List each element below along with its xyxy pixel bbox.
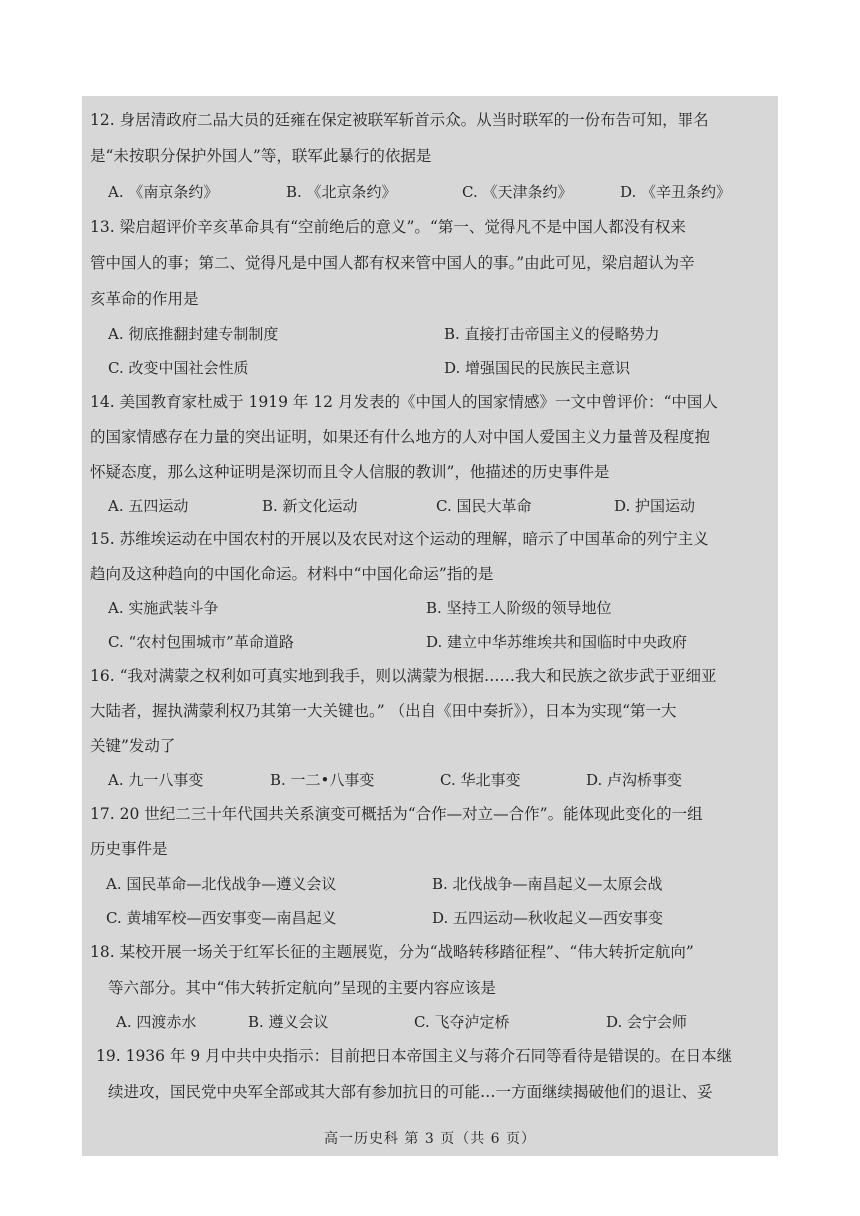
page-footer: 高一历史科 第 3 页（共 6 页） — [323, 1131, 537, 1147]
q13-option-b: B. 直接打击帝国主义的侵略势力 — [444, 325, 660, 343]
q18-option-b: B. 遵义会议 — [248, 1013, 329, 1031]
q18-stem-line-1: 18. 某校开展一场关于红军长征的主题展览，分为“战略转移踏征程”、“伟大转折定航向” — [90, 943, 694, 961]
q18-option-d: D. 会宁会师 — [606, 1013, 688, 1031]
exam-page — [82, 96, 778, 1156]
q13-option-a: A. 彻底推翻封建专制制度 — [108, 325, 279, 343]
q15-stem-line-1: 15. 苏维埃运动在中国农村的开展以及农民对这个运动的理解，暗示了中国革命的列宁主义 — [90, 530, 709, 548]
q13-stem-line-3: 亥革命的作用是 — [90, 290, 199, 308]
q13-option-d: D. 增强国民的民族民主意识 — [444, 359, 631, 377]
q14-stem-line-3: 怀疑态度，那么这种证明是深切而且令人信服的教训”，他描述的历史事件是 — [90, 463, 610, 481]
q18-option-a: A. 四渡赤水 — [116, 1013, 197, 1031]
q19-stem-line-2: 续进攻，国民党中央军全部或其大部有参加抗日的可能…一方面继续揭破他们的退让、妥 — [108, 1083, 713, 1101]
q12-option-c: C. 《天津条约》 — [462, 183, 573, 201]
q14-option-c: C. 国民大革命 — [436, 497, 532, 515]
q13-option-c: C. 改变中国社会性质 — [108, 359, 249, 377]
q18-stem-line-2: 等六部分。其中“伟大转折定航向”呈现的主要内容应该是 — [108, 979, 496, 997]
q16-stem-line-2: 大陆者，握执满蒙利权乃其第一大关键也。” （出自《田中奏折》），日本为实现“第一大 — [90, 702, 677, 720]
q13-stem-line-1: 13. 梁启超评价辛亥革命具有“空前绝后的意义”。“第一、觉得凡不是中国人都没有权来 — [90, 218, 686, 236]
q15-stem-line-2: 趋向及这种趋向的中国化命运。材料中“中国化命运”指的是 — [90, 565, 494, 583]
q16-stem-line-1: 16. “我对满蒙之权利如可真实地到我手，则以满蒙为根据……我大和民族之欲步武于亚细亚 — [90, 667, 717, 685]
q15-option-a: A. 实施武装斗争 — [108, 599, 219, 617]
q15-option-c: C. “农村包围城市”革命道路 — [108, 633, 294, 651]
q17-stem-line-1: 17. 20 世纪二三十年代国共关系演变可概括为“合作—对立—合作”。能体现此变化的一组 — [90, 805, 703, 823]
q14-option-d: D. 护国运动 — [614, 497, 696, 515]
q17-option-a: A. 国民革命—北伐战争—遵义会议 — [106, 875, 337, 893]
q19-stem-line-1: 19. 1936 年 9 月中共中央指示：目前把日本帝国主义与蒋介石同等看待是错误的。在日本继 — [96, 1047, 733, 1065]
q16-option-d: D. 卢沟桥事变 — [586, 771, 683, 789]
q15-option-b: B. 坚持工人阶级的领导地位 — [426, 599, 612, 617]
q12-option-b: B. 《北京条约》 — [286, 183, 397, 201]
q14-stem-line-2: 的国家情感存在力量的突出证明，如果还有什么地方的人对中国人爱国主义力量普及程度抱 — [90, 428, 711, 446]
q14-option-b: B. 新文化运动 — [262, 497, 358, 515]
q18-option-c: C. 飞夺泸定桥 — [414, 1013, 510, 1031]
q12-option-d: D. 《辛丑条约》 — [620, 183, 732, 201]
q17-option-c: C. 黄埔军校—西安事变—南昌起义 — [106, 909, 337, 927]
q17-stem-line-2: 历史事件是 — [90, 840, 168, 858]
q15-option-d: D. 建立中华苏维埃共和国临时中央政府 — [426, 633, 688, 651]
q16-stem-line-3: 关键”发动了 — [90, 737, 176, 755]
q14-option-a: A. 五四运动 — [108, 497, 189, 515]
q12-stem-line-1: 12. 身居清政府二品大员的廷雍在保定被联军斩首示众。从当时联军的一份布告可知，罪名 — [90, 111, 709, 129]
q12-stem-line-2: 是“未按职分保护外国人”等，联军此暴行的依据是 — [90, 147, 432, 165]
q17-option-b: B. 北伐战争—南昌起义—太原会战 — [432, 875, 663, 893]
q17-option-d: D. 五四运动—秋收起义—西安事变 — [432, 909, 664, 927]
q16-option-a: A. 九一八事变 — [108, 771, 204, 789]
q13-stem-line-2: 管中国人的事；第二、觉得凡是中国人都有权来管中国人的事。”由此可见，梁启超认为辛 — [90, 254, 695, 272]
q14-stem-line-1: 14. 美国教育家杜威于 1919 年 12 月发表的《中国人的国家情感》一文中曾评价：“中国人 — [90, 393, 718, 411]
q16-option-c: C. 华北事变 — [440, 771, 521, 789]
q16-option-b: B. 一二•八事变 — [270, 771, 375, 789]
q12-option-a: A. 《南京条约》 — [108, 183, 219, 201]
